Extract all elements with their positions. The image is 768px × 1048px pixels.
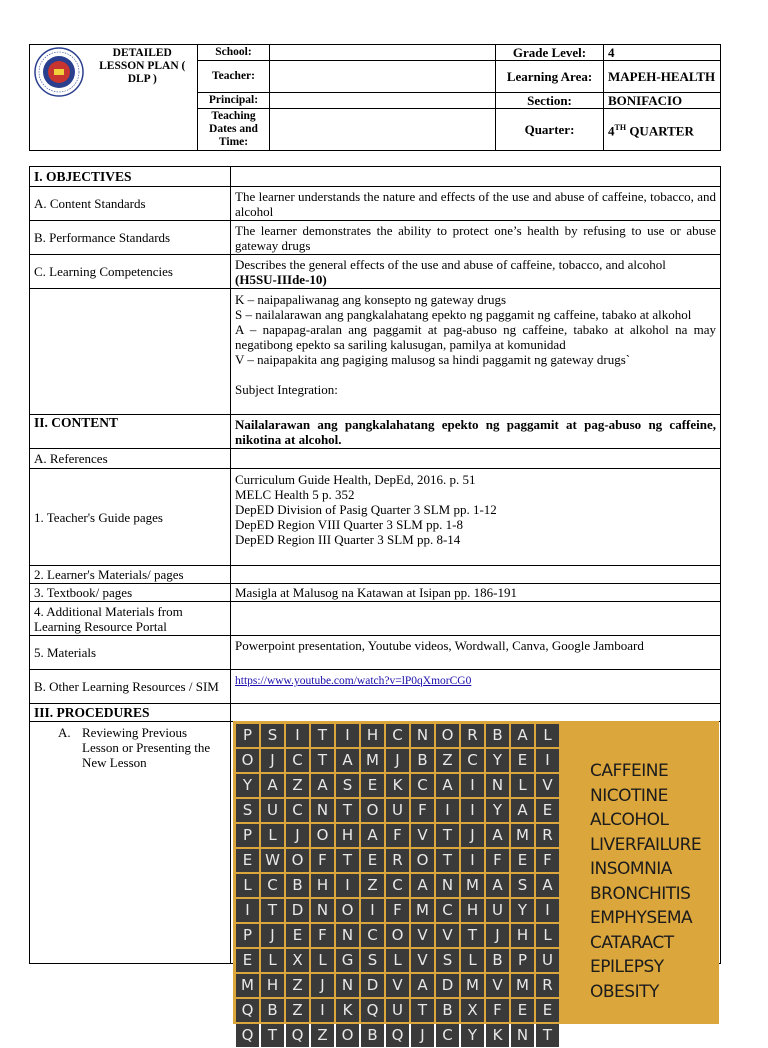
grid-letter: K (386, 774, 409, 797)
quarter-label: Quarter: (496, 109, 604, 151)
grid-letter: T (311, 749, 334, 772)
grid-letter: F (411, 799, 434, 822)
grid-letter: A (361, 824, 384, 847)
competency-code: (H5SU-IIIde-10) (235, 271, 327, 287)
grid-letter: E (236, 949, 259, 972)
grid-letter: O (236, 749, 259, 772)
grid-letter: R (386, 849, 409, 872)
grid-letter: I (236, 899, 259, 922)
grid-letter: C (386, 724, 409, 747)
grid-letter: S (511, 874, 534, 897)
grid-letter: A (486, 874, 509, 897)
grid-letter: M (236, 974, 259, 997)
grid-letter: V (411, 824, 434, 847)
grid-letter: N (336, 924, 359, 947)
grid-letter: Q (286, 1024, 309, 1047)
grid-letter: J (261, 749, 284, 772)
grid-letter: A (336, 749, 359, 772)
grid-letter: F (386, 899, 409, 922)
grid-letter: N (411, 724, 434, 747)
grid-letter: E (236, 849, 259, 872)
grid-letter: L (261, 949, 284, 972)
grid-letter: T (336, 849, 359, 872)
school-label: School: (198, 45, 270, 61)
grid-letter: L (236, 874, 259, 897)
grid-letter: J (486, 924, 509, 947)
grid-letter: I (461, 774, 484, 797)
grid-letter: V (411, 924, 434, 947)
teachers-guide-pages: Curriculum Guide Health, DepEd, 2016. p. 51 MELC Health 5 p. 352 DepED Division of Pasig Quarter 3 SLM pp. 1-12 DepED Region VIII Quarter 3 SLM pp. 1-8 DepED Region III Quarter 3 SLM pp. 8-14 (231, 469, 721, 566)
grid-letter: B (286, 874, 309, 897)
grid-letter: I (461, 799, 484, 822)
ksav-k: K – naipapaliwanag ang konsepto ng gateway drugs (235, 292, 507, 307)
puzzle-word: BRONCHITIS (590, 883, 691, 904)
grid-letter: X (286, 949, 309, 972)
grid-letter: K (336, 999, 359, 1022)
learning-competencies-text: Describes the general effects of the use and abuse of caffeine, tobacco, and alcohol (H5SU-IIIde-10) (231, 255, 721, 289)
grid-letter: A (411, 974, 434, 997)
ksav-s: S – nailalarawan ang pangkalahatang epekto ng paggamit ng caffeine, tabako at alkohol (235, 307, 692, 322)
empty-cell (231, 449, 721, 469)
grid-letter: C (436, 1024, 459, 1047)
quarter-value: 4TH QUARTER (604, 109, 721, 151)
grid-letter: D (436, 974, 459, 997)
grid-letter: E (511, 849, 534, 872)
grid-letter: B (411, 749, 434, 772)
grid-letter: C (286, 799, 309, 822)
grid-letter: T (411, 999, 434, 1022)
grid-letter: Y (511, 899, 534, 922)
grid-letter: C (461, 749, 484, 772)
grid-letter: M (411, 899, 434, 922)
grid-letter: N (311, 899, 334, 922)
grid-letter: Z (361, 874, 384, 897)
grid-letter: K (486, 1024, 509, 1047)
grid-letter: Q (361, 999, 384, 1022)
grid-letter: A (411, 874, 434, 897)
youtube-link[interactable]: https://www.youtube.com/watch?v=lP0qXmorCG0 (235, 675, 472, 687)
grid-letter: M (511, 824, 534, 847)
section-value: BONIFACIO (604, 93, 721, 109)
grid-letter: Z (286, 974, 309, 997)
grid-letter: F (486, 849, 509, 872)
content-heading: II. CONTENT (30, 415, 231, 449)
grid-letter: Y (486, 799, 509, 822)
grid-letter: U (536, 949, 559, 972)
puzzle-word: OBESITY (590, 981, 659, 1002)
school-value (270, 45, 496, 61)
grid-letter: N (436, 874, 459, 897)
grid-letter: L (511, 774, 534, 797)
grid-letter: I (361, 899, 384, 922)
puzzle-word: NICOTINE (590, 785, 668, 806)
puzzle-word: CAFFEINE (590, 761, 669, 781)
grid-letter: F (536, 849, 559, 872)
grade-level-label: Grade Level: (496, 45, 604, 61)
grid-letter: A (261, 774, 284, 797)
grid-letter: M (461, 974, 484, 997)
grid-letter: J (261, 924, 284, 947)
grid-letter: O (336, 1024, 359, 1047)
grid-letter: C (261, 874, 284, 897)
grid-letter: G (336, 949, 359, 972)
grid-letter: O (386, 924, 409, 947)
grid-letter: O (411, 849, 434, 872)
grid-letter: I (336, 724, 359, 747)
grid-letter: P (236, 924, 259, 947)
grid-letter: O (286, 849, 309, 872)
grid-letter: Z (286, 999, 309, 1022)
grid-letter: E (511, 999, 534, 1022)
grid-letter: B (361, 1024, 384, 1047)
grid-letter: R (536, 824, 559, 847)
objectives-heading: I. OBJECTIVES (30, 167, 231, 187)
grid-letter: Q (236, 1024, 259, 1047)
additional-materials-label: 4. Additional Materials from Learning Resource Portal (30, 602, 231, 636)
grid-letter: E (361, 849, 384, 872)
grid-letter: V (486, 974, 509, 997)
grid-letter: T (436, 824, 459, 847)
grid-letter: F (311, 924, 334, 947)
grid-letter: H (311, 874, 334, 897)
deped-seal-cell (30, 45, 88, 151)
materials-label: 5. Materials (30, 636, 231, 670)
procedure-a (30, 722, 231, 964)
grid-letter: H (261, 974, 284, 997)
grid-letter: C (361, 924, 384, 947)
empty-cell (231, 704, 721, 722)
section-label: Section: (496, 93, 604, 109)
learning-competencies-label: C. Learning Competencies (30, 255, 231, 289)
empty-cell (231, 602, 721, 636)
teacher-value (270, 61, 496, 93)
puzzle-word: ALCOHOL (590, 810, 669, 830)
grid-letter: V (436, 924, 459, 947)
grid-letter: U (386, 999, 409, 1022)
grid-letter: A (511, 724, 534, 747)
grid-letter: N (486, 774, 509, 797)
grid-letter: T (436, 849, 459, 872)
grid-letter: H (511, 924, 534, 947)
grid-letter: I (286, 724, 309, 747)
grid-letter: R (461, 724, 484, 747)
grid-letter: R (536, 974, 559, 997)
grid-letter: L (461, 949, 484, 972)
grid-letter: C (286, 749, 309, 772)
grid-letter: T (261, 899, 284, 922)
ksav-v: V – naipapakita ang pagiging malusog sa hindi paggamit ng gateway drugs` (235, 352, 631, 367)
grid-letter: S (436, 949, 459, 972)
grid-letter: B (261, 999, 284, 1022)
grid-letter: I (336, 874, 359, 897)
grid-letter: J (411, 1024, 434, 1047)
learners-materials-label: 2. Learner's Materials/ pages (30, 566, 231, 584)
grid-letter: C (411, 774, 434, 797)
teachers-guide-label: 1. Teacher's Guide pages (30, 469, 231, 566)
grid-letter: I (461, 849, 484, 872)
grid-letter: F (311, 849, 334, 872)
ksav-objectives (231, 289, 721, 415)
grid-letter: S (261, 724, 284, 747)
grid-letter: D (286, 899, 309, 922)
grid-letter: O (311, 824, 334, 847)
grid-letter: H (461, 899, 484, 922)
grid-letter: C (436, 899, 459, 922)
grid-letter: Y (461, 1024, 484, 1047)
grid-letter: Y (236, 774, 259, 797)
empty-cell (231, 167, 721, 187)
empty-cell (30, 289, 231, 415)
grid-letter: I (536, 749, 559, 772)
grid-letter: S (336, 774, 359, 797)
grid-letter: L (536, 924, 559, 947)
grid-letter: E (536, 999, 559, 1022)
grid-letter: O (336, 899, 359, 922)
teaching-dates-value (270, 109, 496, 151)
grid-letter: M (511, 974, 534, 997)
grid-letter: N (511, 1024, 534, 1047)
puzzle-word: INSOMNIA (590, 859, 672, 879)
grid-letter: A (436, 774, 459, 797)
grid-letter: J (311, 974, 334, 997)
content-standards-label: A. Content Standards (30, 187, 231, 221)
grid-letter: Q (236, 999, 259, 1022)
grid-letter: Z (286, 774, 309, 797)
grid-letter: A (536, 874, 559, 897)
grid-letter: V (386, 974, 409, 997)
other-resources-label: B. Other Learning Resources / SIM (30, 670, 231, 704)
performance-standards-text: The learner demonstrates the ability to protect one’s health by refusing to use or abuse gateway drugs (231, 221, 721, 255)
grid-letter: T (336, 799, 359, 822)
textbook-label: 3. Textbook/ pages (30, 584, 231, 602)
puzzle-word: CATARACT (590, 932, 674, 953)
dlp-title: DETAILED LESSON PLAN ( DLP ) (88, 45, 198, 151)
ksav-a: A – napapag-aralan ang paggamit at pag-abuso ng caffeine, tabako at alkohol na may negatibong epekto sa sariling kalusugan, pamilya at komunidad (235, 322, 716, 352)
grid-letter: L (386, 949, 409, 972)
grid-letter: L (311, 949, 334, 972)
grid-letter: I (536, 899, 559, 922)
puzzle-word: EMPHYSEMA (590, 908, 693, 928)
puzzle-word: LIVERFAILURE (590, 834, 702, 855)
grid-letter: P (236, 824, 259, 847)
grid-letter: T (461, 924, 484, 947)
grid-letter: U (486, 899, 509, 922)
materials-text: Powerpoint presentation, Youtube videos, Wordwall, Canva, Google Jamboard (231, 636, 721, 670)
grid-letter: H (336, 824, 359, 847)
performance-standards-label: B. Performance Standards (30, 221, 231, 255)
grid-letter: V (411, 949, 434, 972)
empty-cell (231, 566, 721, 584)
principal-label: Principal: (198, 93, 270, 109)
grid-letter: O (361, 799, 384, 822)
references-label: A. References (30, 449, 231, 469)
subject-integration: Subject Integration: (235, 382, 338, 397)
grid-letter: U (261, 799, 284, 822)
grid-letter: Z (311, 1024, 334, 1047)
procedure-a-letter: A. (58, 725, 71, 740)
other-resources-cell (231, 670, 721, 704)
content-standards-text: The learner understands the nature and effects of the use and abuse of caffeine, tobacco, and alcohol (231, 187, 721, 221)
grid-letter: B (486, 724, 509, 747)
grid-letter: T (311, 724, 334, 747)
grid-letter: M (461, 874, 484, 897)
learning-area-value: MAPEH-HEALTH (604, 61, 721, 93)
grid-letter: I (311, 999, 334, 1022)
grid-letter: C (386, 874, 409, 897)
grid-letter: V (536, 774, 559, 797)
content-text: Nailalarawan ang pangkalahatang epekto ng paggamit at pag-abuso ng caffeine, nikotina at alcohol. (231, 415, 721, 449)
grid-letter: N (336, 974, 359, 997)
grid-letter: J (461, 824, 484, 847)
grid-letter: T (536, 1024, 559, 1047)
grid-letter: N (311, 799, 334, 822)
grid-letter: E (511, 749, 534, 772)
lesson-plan-header (29, 44, 721, 151)
principal-value (270, 93, 496, 109)
letter-grid (235, 723, 560, 1048)
grid-letter: T (261, 1024, 284, 1047)
grid-letter: E (361, 774, 384, 797)
grid-letter: D (361, 974, 384, 997)
learning-area-label: Learning Area: (496, 61, 604, 93)
grid-letter: J (286, 824, 309, 847)
grid-letter: H (361, 724, 384, 747)
grid-letter: U (386, 799, 409, 822)
grid-letter: A (311, 774, 334, 797)
teacher-label: Teacher: (198, 61, 270, 93)
textbook-pages: Masigla at Malusog na Katawan at Isipan pp. 186-191 (231, 584, 721, 602)
grid-letter: B (486, 949, 509, 972)
grid-letter: J (386, 749, 409, 772)
grid-letter: S (361, 949, 384, 972)
word-list (590, 759, 720, 1004)
grid-letter: A (486, 824, 509, 847)
grid-letter: P (511, 949, 534, 972)
grid-letter: O (436, 724, 459, 747)
grid-letter: S (236, 799, 259, 822)
grid-letter: Q (386, 1024, 409, 1047)
grid-letter: I (436, 799, 459, 822)
grid-letter: W (261, 849, 284, 872)
teaching-dates-label: Teaching Dates and Time: (198, 109, 270, 151)
deped-seal-icon (34, 47, 84, 97)
word-search-puzzle (233, 721, 719, 1044)
grid-letter: L (261, 824, 284, 847)
grid-letter: E (286, 924, 309, 947)
procedure-a-label: Reviewing Previous Lesson or Presenting the New Lesson (82, 725, 211, 770)
procedures-heading: III. PROCEDURES (30, 704, 231, 722)
puzzle-word: EPILEPSY (590, 957, 664, 977)
grid-letter: M (361, 749, 384, 772)
grid-letter: E (536, 799, 559, 822)
grid-letter: Z (436, 749, 459, 772)
grid-letter: P (236, 724, 259, 747)
grid-letter: B (436, 999, 459, 1022)
grid-letter: A (511, 799, 534, 822)
grid-letter: L (536, 724, 559, 747)
grade-level-value: 4 (604, 45, 721, 61)
grid-letter: F (486, 999, 509, 1022)
grid-letter: X (461, 999, 484, 1022)
grid-letter: F (386, 824, 409, 847)
grid-letter: Y (486, 749, 509, 772)
